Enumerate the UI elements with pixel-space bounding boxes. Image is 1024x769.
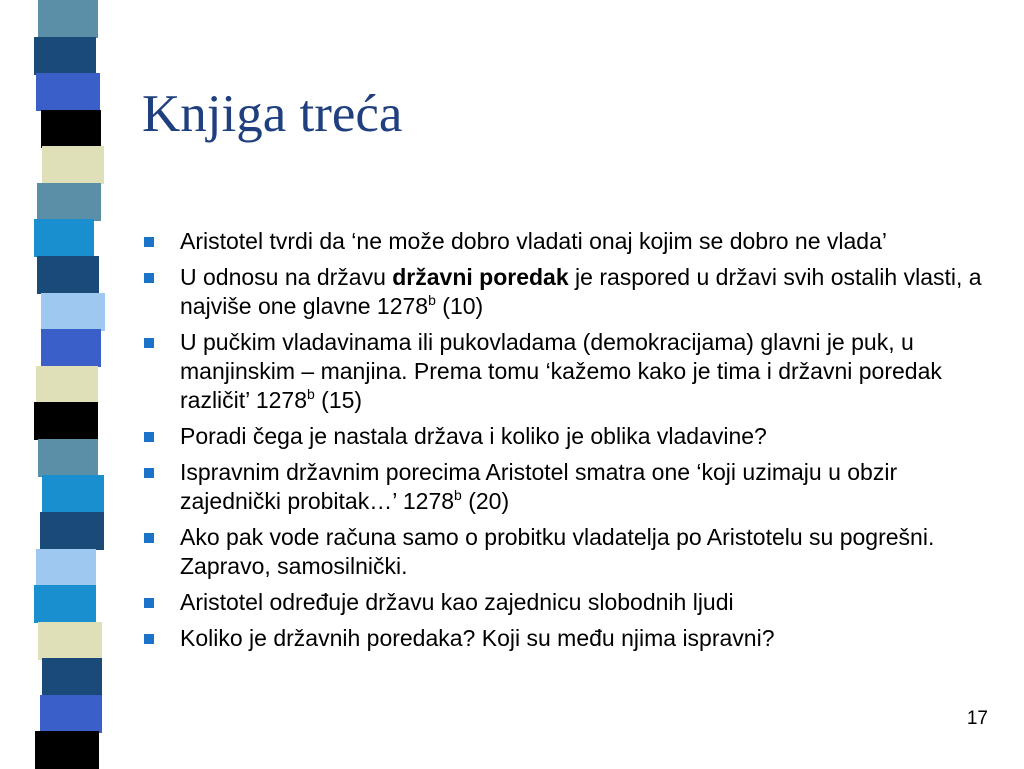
- bullet-text: (10): [435, 293, 484, 319]
- stripe-block: [37, 256, 99, 294]
- bullet-text: državni poredak: [392, 264, 569, 290]
- bullet-text: Ispravnim državnim porecima Aristotel smatra one ‘koji uzimaju u obzir zajednički probitak…’ 1278: [180, 459, 898, 514]
- bullet-superscript: b: [454, 487, 462, 503]
- stripe-block: [38, 0, 98, 38]
- bullet-text: Aristotel određuje državu kao zajednicu slobodnih ljudi: [180, 589, 734, 615]
- bullet-marker-icon: [144, 598, 154, 608]
- stripe-block: [38, 622, 102, 660]
- slide-title: Knjiga treća: [142, 85, 403, 143]
- stripe-block: [42, 475, 104, 513]
- stripe-block: [37, 183, 101, 221]
- bullet-item: [142, 458, 1002, 516]
- stripe-block: [34, 585, 96, 623]
- bullet-item: [142, 328, 1002, 415]
- decorative-stripe: [0, 0, 120, 768]
- stripe-block: [41, 293, 105, 331]
- bullet-marker-icon: [144, 432, 154, 442]
- bullet-marker-icon: [144, 533, 154, 543]
- bullet-marker-icon: [144, 237, 154, 247]
- bullet-text: U pučkim vladavinama ili pukovladama (demokracijama) glavni je puk, u manjinskim – manjina. Prema tomu ‘kažemo kako je tima i državni poredak različit’ 1278: [180, 329, 942, 413]
- bullet-marker-icon: [144, 634, 154, 644]
- stripe-block: [36, 366, 98, 404]
- stripe-block: [42, 146, 104, 184]
- bullet-item: [142, 263, 1002, 321]
- bullet-text: U odnosu na državu: [180, 264, 393, 290]
- bullet-text: (20): [461, 488, 510, 514]
- bullet-item: [142, 624, 1002, 653]
- bullet-text: Poradi čega je nastala država i koliko je oblika vladavine?: [180, 423, 767, 449]
- bullet-text: Aristotel tvrdi da ‘ne može dobro vladati onaj kojim se dobro ne vlada’: [180, 228, 887, 254]
- bullet-superscript: b: [428, 292, 436, 308]
- bullet-marker-icon: [144, 273, 154, 283]
- stripe-block: [40, 695, 102, 733]
- bullet-text: je raspored u državi svih ostalih vlasti, a najviše one glavne 1278: [180, 264, 982, 319]
- bullet-list: [142, 227, 1002, 660]
- stripe-block: [34, 37, 96, 75]
- bullet-item: [142, 523, 1002, 581]
- stripe-block: [41, 110, 101, 148]
- stripe-block: [41, 329, 101, 367]
- stripe-block: [38, 439, 98, 477]
- page-number: 17: [966, 708, 988, 729]
- stripe-block: [35, 731, 99, 769]
- stripe-block: [34, 219, 94, 257]
- bullet-text: Koliko je državnih poredaka? Koji su među njima ispravni?: [180, 625, 775, 651]
- stripe-block: [42, 658, 102, 696]
- bullet-item: [142, 227, 1002, 256]
- bullet-superscript: b: [306, 386, 315, 402]
- bullet-text: (15): [314, 387, 363, 413]
- bullet-item: [142, 422, 1002, 451]
- bullet-item: [142, 588, 1002, 617]
- stripe-block: [40, 512, 104, 550]
- stripe-block: [34, 402, 98, 440]
- bullet-marker-icon: [144, 468, 154, 478]
- stripe-block: [36, 73, 100, 111]
- stripe-block: [36, 549, 96, 587]
- bullet-text: Ako pak vode računa samo o probitku vladatelja po Aristotelu su pogrešni. Zapravo, samosilnički.: [180, 524, 935, 579]
- bullet-marker-icon: [144, 338, 154, 348]
